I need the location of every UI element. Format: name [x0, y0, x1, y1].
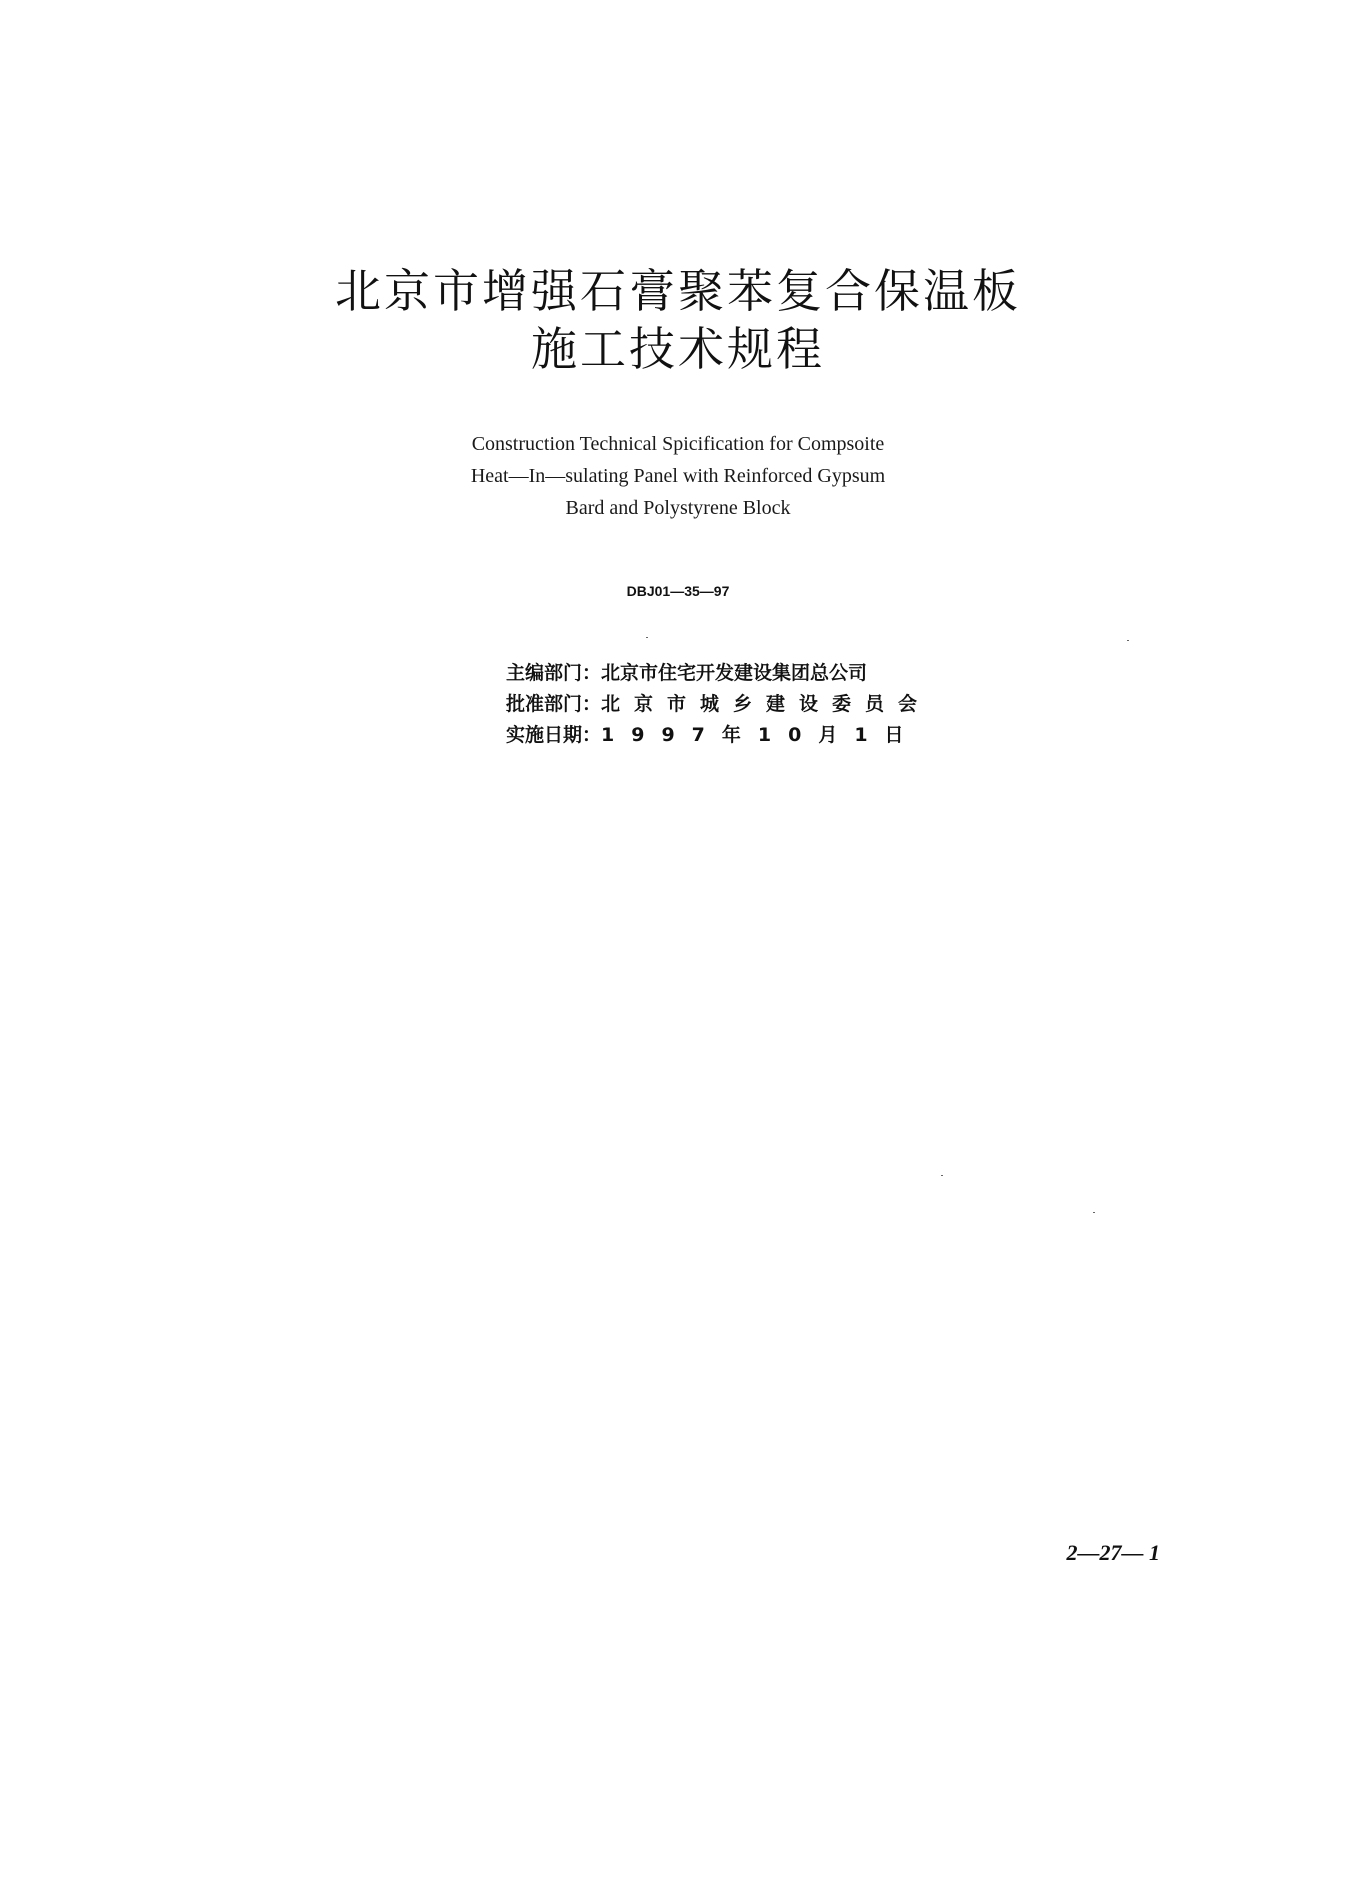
english-title-line-1: Construction Technical Spicification for Compsoite: [471, 433, 885, 455]
english-title: [0, 428, 1356, 524]
scan-speck: [1093, 1212, 1095, 1213]
meta-label-editor: 主编部门：: [506, 662, 602, 684]
meta-value-effective-date: 1997年10月1日: [601, 724, 921, 746]
page-number: 2—27— 1: [1066, 1540, 1160, 1565]
meta-row-approver: [506, 689, 966, 720]
meta-value-approver: 北京市城乡建设委员会: [601, 693, 932, 715]
meta-value-editor: 北京市住宅开发建设集团总公司: [601, 662, 868, 684]
meta-info: [506, 658, 966, 751]
scan-speck: [941, 1175, 943, 1176]
title-line-2: 施工技术规程: [531, 322, 825, 376]
meta-label-effective-date: 实施日期：: [506, 724, 602, 746]
title-line-1: 北京市增强石膏聚苯复合保温板: [335, 264, 1021, 318]
english-title-line-2: Heat—In—sulating Panel with Reinforced Gypsum: [470, 465, 886, 487]
standard-code: DBJ01—35—97: [626, 583, 730, 599]
meta-row-editor: [506, 658, 966, 689]
english-title-line-3: Bard and Polystyrene Block: [565, 497, 791, 519]
scan-speck: [646, 637, 648, 638]
meta-label-approver: 批准部门：: [506, 693, 602, 715]
scan-speck: [1127, 640, 1129, 641]
chinese-title: [0, 262, 1356, 378]
meta-row-effective-date: [506, 720, 966, 751]
